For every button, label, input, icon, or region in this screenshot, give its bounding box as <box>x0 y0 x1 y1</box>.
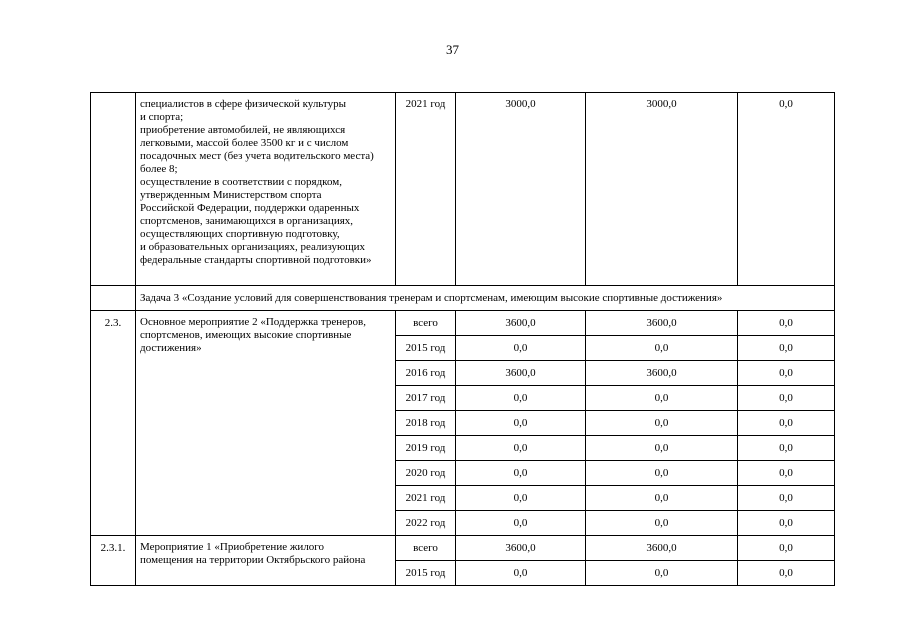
description-line: спортсменов, занимающихся в организациях, <box>140 215 354 227</box>
value-cell: 0,0 <box>456 436 586 461</box>
task-row <box>91 286 835 311</box>
task-number <box>91 286 136 311</box>
value-cell: 0,0 <box>586 486 738 511</box>
row-description <box>136 536 396 586</box>
value-cell: 0,0 <box>586 511 738 536</box>
description-line: легковыми, массой более 3500 кг и с числом <box>140 137 349 149</box>
value-cell: 3600,0 <box>586 311 738 336</box>
value-cell: 0,0 <box>456 411 586 436</box>
row-description <box>136 93 396 286</box>
row-number <box>91 93 136 286</box>
table-row <box>91 93 835 286</box>
year-cell: 2022 год <box>396 511 456 536</box>
description-line: Основное мероприятие 2 «Поддержка тренеров, <box>140 316 366 328</box>
description-line: осуществляющих спортивную подготовку, <box>140 228 340 240</box>
value-cell: 0,0 <box>738 93 835 286</box>
value-cell: 3600,0 <box>456 536 586 561</box>
year-cell: всего <box>396 311 456 336</box>
description-line: осуществление в соответствии с порядком, <box>140 176 342 188</box>
year-cell: всего <box>396 536 456 561</box>
value-cell: 0,0 <box>586 336 738 361</box>
value-cell: 0,0 <box>738 361 835 386</box>
value-cell: 0,0 <box>738 386 835 411</box>
year-cell: 2021 год <box>396 486 456 511</box>
row-number: 2.3.1. <box>91 536 136 586</box>
task-text: Задача 3 «Создание условий для совершенствования тренерам и спортсменам, имеющим высокие спортивные достижения» <box>136 286 835 311</box>
row-number: 2.3. <box>91 311 136 536</box>
year-cell: 2018 год <box>396 411 456 436</box>
description-line: и образовательных организациях, реализующих <box>140 241 366 253</box>
description-line: приобретение автомобилей, не являющихся <box>140 124 346 136</box>
description-line: посадочных мест (без учета водительского места) <box>140 150 374 162</box>
value-cell: 0,0 <box>738 561 835 586</box>
value-cell: 3000,0 <box>456 93 586 286</box>
value-cell: 0,0 <box>586 436 738 461</box>
value-cell: 3000,0 <box>586 93 738 286</box>
description-line: специалистов в сфере физической культуры <box>140 98 346 110</box>
value-cell: 0,0 <box>456 561 586 586</box>
table-row <box>91 311 835 336</box>
description-line: федеральные стандарты спортивной подготовки» <box>140 254 372 266</box>
description-line: достижения» <box>140 342 202 354</box>
value-cell: 0,0 <box>456 486 586 511</box>
year-cell: 2016 год <box>396 361 456 386</box>
table-row <box>91 536 835 561</box>
value-cell: 0,0 <box>738 336 835 361</box>
value-cell: 0,0 <box>738 461 835 486</box>
value-cell: 0,0 <box>738 536 835 561</box>
value-cell: 0,0 <box>738 411 835 436</box>
value-cell: 0,0 <box>738 511 835 536</box>
value-cell: 0,0 <box>586 411 738 436</box>
value-cell: 3600,0 <box>456 311 586 336</box>
description-line: и спорта; <box>140 111 184 123</box>
description-line: более 8; <box>140 163 178 175</box>
page-number: 37 <box>446 42 459 57</box>
value-cell: 0,0 <box>456 336 586 361</box>
year-cell: 2015 год <box>396 336 456 361</box>
year-cell: 2020 год <box>396 461 456 486</box>
year-cell: 2015 год <box>396 561 456 586</box>
value-cell: 0,0 <box>738 486 835 511</box>
value-cell: 0,0 <box>456 461 586 486</box>
description-line: Российской Федерации, поддержки одаренных <box>140 202 360 214</box>
value-cell: 3600,0 <box>586 361 738 386</box>
row-description <box>136 311 396 536</box>
year-cell: 2019 год <box>396 436 456 461</box>
year-cell: 2021 год <box>396 93 456 286</box>
description-line: утвержденным Министерством спорта <box>140 189 322 201</box>
value-cell: 0,0 <box>586 386 738 411</box>
value-cell: 0,0 <box>586 461 738 486</box>
value-cell: 0,0 <box>738 436 835 461</box>
description-line: помещения на территории Октябрьского района <box>140 554 366 566</box>
description-line: Мероприятие 1 «Приобретение жилого <box>140 541 325 553</box>
value-cell: 3600,0 <box>586 536 738 561</box>
value-cell: 0,0 <box>738 311 835 336</box>
program-table <box>90 92 835 586</box>
value-cell: 3600,0 <box>456 361 586 386</box>
value-cell: 0,0 <box>456 386 586 411</box>
value-cell: 0,0 <box>456 511 586 536</box>
value-cell: 0,0 <box>586 561 738 586</box>
description-line: спортсменов, имеющих высокие спортивные <box>140 329 352 341</box>
year-cell: 2017 год <box>396 386 456 411</box>
